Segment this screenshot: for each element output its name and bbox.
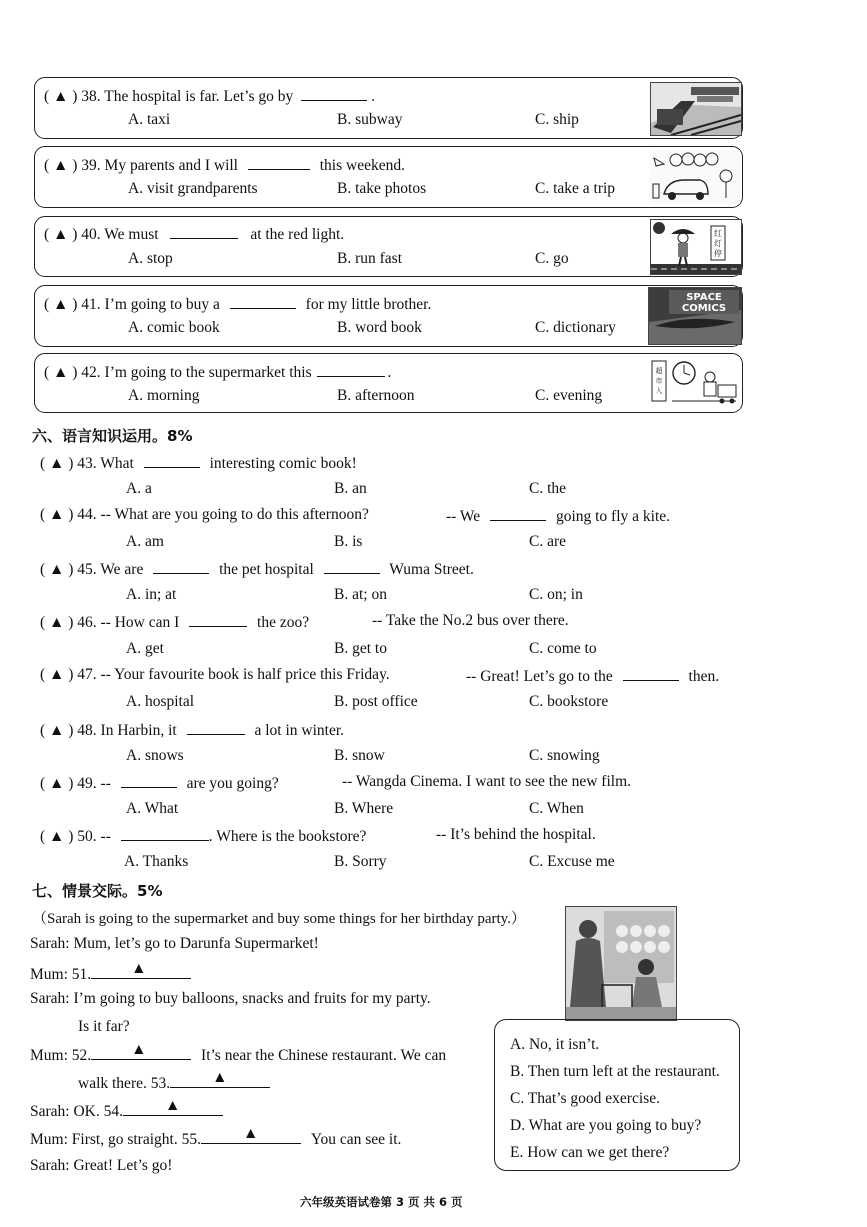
answer-blank[interactable] xyxy=(248,155,310,170)
question-47-text-3: then. xyxy=(688,668,720,685)
option-b: B. Where xyxy=(334,800,394,817)
option-b: B. subway xyxy=(337,111,403,128)
svg-text:灯: 灯 xyxy=(714,239,722,248)
question-38-prefix: ( ▲ ) 38. The hospital is far. Let’s go by xyxy=(44,88,294,105)
comic-title-line2: COMICS xyxy=(681,303,727,314)
question-49-text-2: are you going? xyxy=(186,775,279,792)
option-a: A. get xyxy=(126,640,164,657)
option-c: C. bookstore xyxy=(529,693,609,710)
option-a: A. a xyxy=(126,480,152,497)
question-43-text-2: interesting comic book! xyxy=(209,455,357,472)
question-43-text: ( ▲ ) 43. What xyxy=(40,455,134,472)
dialog-text: It’s near the Chinese restaurant. We can xyxy=(201,1047,447,1064)
question-50-stem xyxy=(40,826,366,846)
option-c: C. are xyxy=(529,533,567,550)
question-44-text-2: -- We xyxy=(446,508,481,525)
option-c: C. take a trip xyxy=(535,180,616,197)
svg-text:红: 红 xyxy=(714,229,722,238)
question-50-reply: -- It’s behind the hospital. xyxy=(436,826,596,843)
question-49-reply: -- Wangda Cinema. I want to see the new film. xyxy=(342,773,632,790)
dialog-text: You can see it. xyxy=(310,1131,402,1148)
svg-text:市: 市 xyxy=(655,377,663,385)
dialog-line: Sarah: Great! Let’s go! xyxy=(30,1157,173,1174)
question-41-suffix: for my little brother. xyxy=(305,296,432,313)
svg-text:入: 入 xyxy=(655,387,663,395)
question-49-stem xyxy=(40,773,279,793)
answer-blank-52[interactable] xyxy=(91,1041,191,1060)
dialog-line-54 xyxy=(30,1097,223,1121)
answer-blank[interactable] xyxy=(170,224,238,239)
option-a: A. in; at xyxy=(126,586,177,603)
answer-blank[interactable] xyxy=(301,86,367,101)
option-b: B. an xyxy=(334,480,367,497)
option-c: C. on; in xyxy=(529,586,583,603)
dialog-speaker: Mum: 51. xyxy=(30,966,92,983)
question-39-suffix: this weekend. xyxy=(319,157,405,174)
question-46-stem xyxy=(40,612,309,632)
question-39-prefix: ( ▲ ) 39. My parents and I will xyxy=(44,157,238,174)
option-a: A. visit grandparents xyxy=(128,180,258,197)
question-47-text-2: -- Great! Let’s go to the xyxy=(466,668,613,685)
answer-blank[interactable] xyxy=(490,506,546,521)
answer-blank[interactable] xyxy=(187,720,245,735)
answer-blank-51[interactable] xyxy=(91,960,191,979)
subway-train-picture xyxy=(650,82,742,136)
option-e: E. How can we get there? xyxy=(510,1144,670,1161)
option-a: A. No, it isn’t. xyxy=(510,1036,600,1053)
question-45-text-2: the pet hospital xyxy=(219,561,314,578)
answer-blank-53[interactable] xyxy=(170,1069,270,1088)
answer-blank[interactable] xyxy=(230,294,296,309)
question-48-stem xyxy=(40,720,344,740)
option-a: A. comic book xyxy=(128,319,220,336)
question-38-stem xyxy=(44,86,375,106)
option-b: B. at; on xyxy=(334,586,387,603)
shopping-girls-picture xyxy=(565,906,677,1021)
answer-blank[interactable] xyxy=(317,362,385,377)
question-39-stem xyxy=(44,155,405,175)
option-b: B. take photos xyxy=(337,180,427,197)
question-45-text-3: Wuma Street. xyxy=(389,561,474,578)
option-c: C. come to xyxy=(529,640,597,657)
comic-book-cover-picture xyxy=(648,287,742,345)
option-b: B. run fast xyxy=(337,250,403,267)
question-50-text-2: . Where is the bookstore? xyxy=(208,828,367,845)
option-a: A. am xyxy=(126,533,164,550)
answer-blank-54[interactable] xyxy=(123,1097,223,1116)
question-44-stem xyxy=(40,506,369,524)
option-b: B. Sorry xyxy=(334,853,387,870)
question-40-suffix: at the red light. xyxy=(250,226,345,243)
question-47-reply xyxy=(466,666,719,686)
option-c: C. go xyxy=(535,250,569,267)
question-45-text: ( ▲ ) 45. We are xyxy=(40,561,144,578)
question-40-prefix: ( ▲ ) 40. We must xyxy=(44,226,159,243)
option-c: C. ship xyxy=(535,111,579,128)
family-trip-picture xyxy=(650,150,740,204)
option-a: A. snows xyxy=(126,747,184,764)
option-c: C. When xyxy=(529,800,584,817)
option-c: C. That’s good exercise. xyxy=(510,1090,660,1107)
answer-blank-55[interactable] xyxy=(201,1125,301,1144)
question-48-text-2: a lot in winter. xyxy=(254,722,345,739)
question-48-text: ( ▲ ) 48. In Harbin, it xyxy=(40,722,177,739)
dialog-speaker: Mum: 52. xyxy=(30,1047,92,1064)
question-40-stem xyxy=(44,224,344,244)
dialog-speaker: Mum: First, go straight. 55. xyxy=(30,1131,201,1148)
comic-title-line1: SPACE xyxy=(686,292,722,303)
option-a: A. taxi xyxy=(128,111,171,128)
supermarket-clock-picture xyxy=(648,357,740,409)
question-42-stem xyxy=(44,362,391,382)
question-49-text: ( ▲ ) 49. -- xyxy=(40,775,111,792)
section-6-heading: 六、语言知识运用。8% xyxy=(32,427,193,445)
question-46-reply: -- Take the No.2 bus over there. xyxy=(372,612,569,629)
dialog-line-53 xyxy=(78,1069,270,1093)
svg-text:停: 停 xyxy=(714,249,722,258)
answer-marker: ▲ xyxy=(131,960,147,977)
dialog-line-51 xyxy=(30,960,191,984)
option-c: C. snowing xyxy=(529,747,600,764)
option-a: A. morning xyxy=(128,387,200,404)
question-42-prefix: ( ▲ ) 42. I’m going to the supermarket this xyxy=(44,364,312,381)
page-footer: 六年级英语试卷第 3 页 共 6 页 xyxy=(300,1195,463,1209)
question-47-stem: ( ▲ ) 47. -- Your favourite book is half price this Friday. xyxy=(40,666,390,683)
option-b: B. Then turn left at the restaurant. xyxy=(510,1063,720,1080)
dialog-intro: （Sarah is going to the supermarket and buy some things for her birthday party.） xyxy=(32,911,526,927)
question-41-prefix: ( ▲ ) 41. I’m going to buy a xyxy=(44,296,220,313)
dialog-line-52 xyxy=(30,1041,447,1065)
answer-blank[interactable] xyxy=(121,826,209,841)
dialog-line-55 xyxy=(30,1125,402,1149)
dialog-speaker: Sarah: OK. 54. xyxy=(30,1103,123,1120)
answer-marker: ▲ xyxy=(242,1125,259,1142)
section-7-heading: 七、情景交际。5% xyxy=(32,882,163,900)
option-b: B. get to xyxy=(334,640,387,657)
question-42-suffix: . xyxy=(387,364,392,381)
option-a: A. Thanks xyxy=(124,853,189,870)
answer-marker: ▲ xyxy=(131,1041,147,1058)
option-a: A. hospital xyxy=(126,693,195,710)
option-b: B. is xyxy=(334,533,363,550)
answer-blank[interactable] xyxy=(121,773,177,788)
question-43-stem xyxy=(40,453,357,473)
traffic-light-picture xyxy=(650,219,742,275)
option-b: B. post office xyxy=(334,693,418,710)
dialog-line: Sarah: Mum, let’s go to Darunfa Supermarket! xyxy=(30,935,319,952)
answer-blank[interactable] xyxy=(324,559,380,574)
option-a: A. stop xyxy=(128,250,173,267)
question-41-stem xyxy=(44,294,431,314)
option-a: A. What xyxy=(126,800,179,817)
answer-marker: ▲ xyxy=(165,1097,181,1114)
question-44-text-3: going to fly a kite. xyxy=(555,508,671,525)
option-c: C. evening xyxy=(535,387,603,404)
option-b: B. snow xyxy=(334,747,385,764)
question-50-text: ( ▲ ) 50. -- xyxy=(40,828,111,845)
answer-blank[interactable] xyxy=(144,453,200,468)
answer-blank[interactable] xyxy=(623,666,679,681)
question-46-text-2: the zoo? xyxy=(257,614,310,631)
dialog-line: Is it far? xyxy=(78,1018,130,1035)
option-c: C. the xyxy=(529,480,567,497)
option-b: B. afternoon xyxy=(337,387,415,404)
dialog-text: walk there. 53. xyxy=(78,1075,171,1092)
answer-marker: ▲ xyxy=(212,1069,228,1086)
question-44-answer-part xyxy=(446,506,670,526)
option-b: B. word book xyxy=(337,319,422,336)
dialog-line: Sarah: I’m going to buy balloons, snacks and fruits for my party. xyxy=(30,990,431,1007)
question-44-text: ( ▲ ) 44. -- What are you going to do this afternoon? xyxy=(40,506,369,523)
question-38-suffix: . xyxy=(371,88,375,105)
question-45-stem xyxy=(40,559,474,579)
answer-blank[interactable] xyxy=(153,559,209,574)
option-d: D. What are you going to buy? xyxy=(510,1117,702,1134)
answer-blank[interactable] xyxy=(189,612,247,627)
option-c: C. Excuse me xyxy=(529,853,615,870)
option-c: C. dictionary xyxy=(535,319,616,336)
question-46-text: ( ▲ ) 46. -- How can I xyxy=(40,614,180,631)
svg-text:超: 超 xyxy=(655,367,663,375)
